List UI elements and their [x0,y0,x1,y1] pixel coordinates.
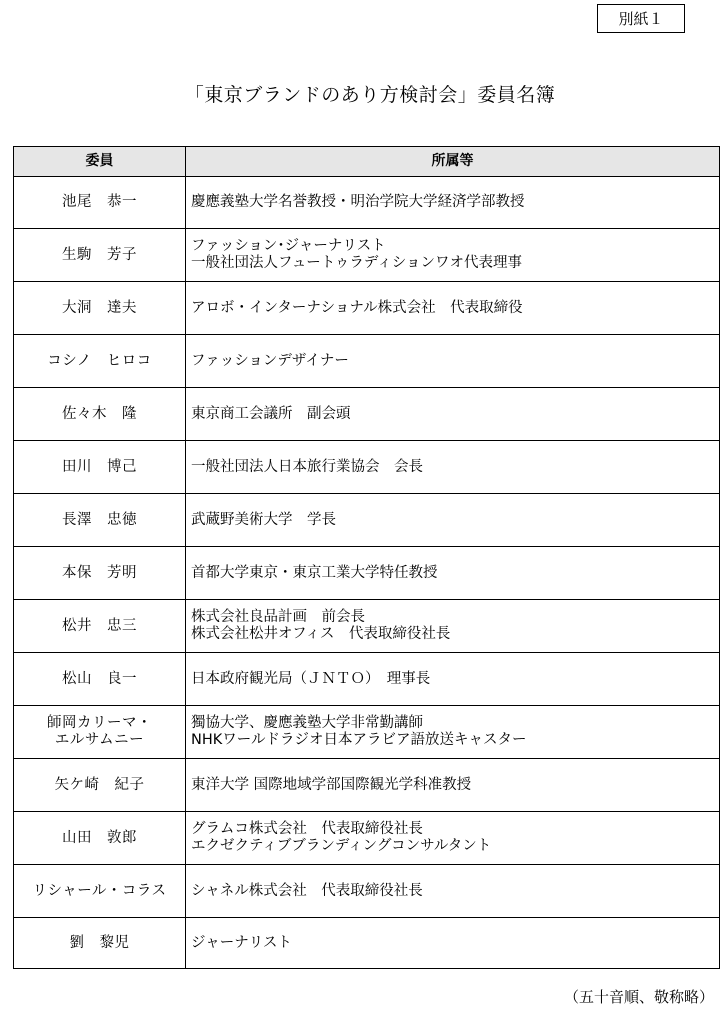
member-name: 松山 良一 [14,653,186,706]
affiliation-line: 一般社団法人日本旅行業協会 会長 [191,458,423,475]
footnote: （五十音順、敬称略） [563,988,714,1006]
member-name: 佐々木 隆 [14,388,186,441]
affiliation-line: グラムコ株式会社 代表取締役社長 [191,821,423,837]
affiliation-line: 日本政府観光局（ＪＮＴＯ） 理事長 [191,670,431,687]
affiliation-line: 一般社団法人フュートゥラディションワオ代表理事 [191,255,522,271]
member-affiliation [186,494,720,547]
member-affiliation [186,706,720,759]
member-column-header: 委員 [14,147,186,177]
affiliation-line: エクゼクティブブランディングコンサルタント [191,838,492,854]
member-affiliation [186,282,720,335]
affiliation-line: 東京商工会議所 副会頭 [191,405,351,422]
member-affiliation [186,653,720,706]
table-row [14,865,720,918]
roster-body [14,177,720,969]
affiliation-line: 獨協大学、慶應義塾大学非常勤講師 [191,715,423,731]
member-affiliation [186,759,720,812]
member-affiliation [186,600,720,653]
table-row [14,706,720,759]
member-name: 長澤 忠徳 [14,494,186,547]
member-affiliation [186,441,720,494]
table-row [14,494,720,547]
affiliation-line: 首都大学東京・東京工業大学特任教授 [191,564,438,581]
member-name: 生駒 芳子 [14,229,186,282]
member-affiliation [186,388,720,441]
table-row [14,600,720,653]
member-affiliation [186,335,720,388]
member-affiliation [186,177,720,229]
table-row [14,229,720,282]
document-title: 「東京ブランドのあり方検討会」委員名簿 [184,84,556,106]
affiliation-line: ファッションデザイナー [191,352,349,369]
table-row [14,388,720,441]
member-affiliation [186,547,720,600]
table-row [14,282,720,335]
affiliation-line: ジャーナリスト [191,934,292,951]
affiliation-line: ファッション･ジャーナリスト [191,238,386,254]
table-row [14,547,720,600]
member-name: コシノ ヒロコ [14,335,186,388]
table-row [14,441,720,494]
member-name: 本保 芳明 [14,547,186,600]
attachment-label: 別紙１ [597,4,685,33]
affiliation-line: NHKワールドラジオ日本アラビア語放送キャスター [191,732,527,748]
member-name: 田川 博己 [14,441,186,494]
member-name: リシャール・コラス [14,865,186,918]
member-affiliation [186,812,720,865]
table-row [14,335,720,388]
member-name: 大洞 達夫 [14,282,186,335]
table-row [14,918,720,969]
member-name: 池尾 恭一 [14,177,186,229]
member-name: 松井 忠三 [14,600,186,653]
affiliation-line: 株式会社松井オフィス 代表取締役社長 [191,626,451,642]
member-roster-table [13,146,720,969]
table-row [14,759,720,812]
table-row [14,177,720,229]
affiliation-line: アロボ・インターナショナル株式会社 代表取締役 [191,299,523,316]
affiliation-line: 武蔵野美術大学 学長 [191,511,336,528]
member-name: 山田 敦郎 [14,812,186,865]
table-row [14,653,720,706]
affiliation-line: シャネル株式会社 代表取締役社長 [191,882,423,899]
member-affiliation [186,229,720,282]
member-name: 矢ケ崎 紀子 [14,759,186,812]
affiliation-column-header: 所属等 [186,147,720,177]
affiliation-line: 株式会社良品計画 前会長 [191,609,365,625]
table-row [14,812,720,865]
member-affiliation [186,918,720,969]
affiliation-line: 東洋大学 国際地域学部国際観光学科准教授 [191,776,472,793]
table-header-row [14,147,720,177]
member-name: 劉 黎児 [14,918,186,969]
member-affiliation [186,865,720,918]
member-name: 師岡カリーマ・ エルサムニー [14,706,186,759]
affiliation-line: 慶應義塾大学名誉教授・明治学院大学経済学部教授 [191,194,525,210]
